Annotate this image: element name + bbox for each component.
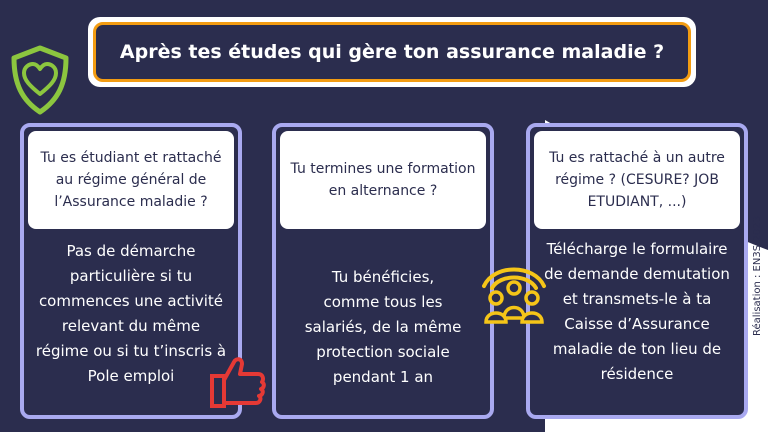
card-answer: Tu bénéficies, comme tous les salariés, de la même protection sociale pendant 1 an: [304, 268, 462, 386]
shield-heart-icon: [8, 44, 72, 116]
page-title: Après tes études qui gère ton assurance maladie ?: [119, 41, 665, 63]
credit-text: Réalisation : EN3S-2023: [752, 215, 763, 336]
card-question: Tu es étudiant et rattaché au régime général de l’Assurance maladie ?: [28, 131, 234, 229]
card-question: Tu es rattaché à un autre régime ? (CESURE? JOB ETUDIANT, ...): [534, 131, 740, 229]
card-autre-regime: [526, 123, 748, 419]
thumbs-up-icon: [208, 352, 268, 410]
card-answer: Télécharge le formulaire de demande demutation et transmets-le à ta Caisse d’Assurance maladie de ton lieu de résidence: [544, 240, 730, 383]
title-inner: [93, 22, 691, 82]
card-answer: Pas de démarche particulière si tu commences une activité relevant du même régime ou si tu t’inscris à Pole emploi: [35, 242, 227, 385]
group-people-icon: [476, 258, 552, 326]
title-banner: [88, 17, 696, 87]
card-question: Tu termines une formation en alternance ?: [280, 131, 486, 229]
card-alternance: [272, 123, 494, 419]
